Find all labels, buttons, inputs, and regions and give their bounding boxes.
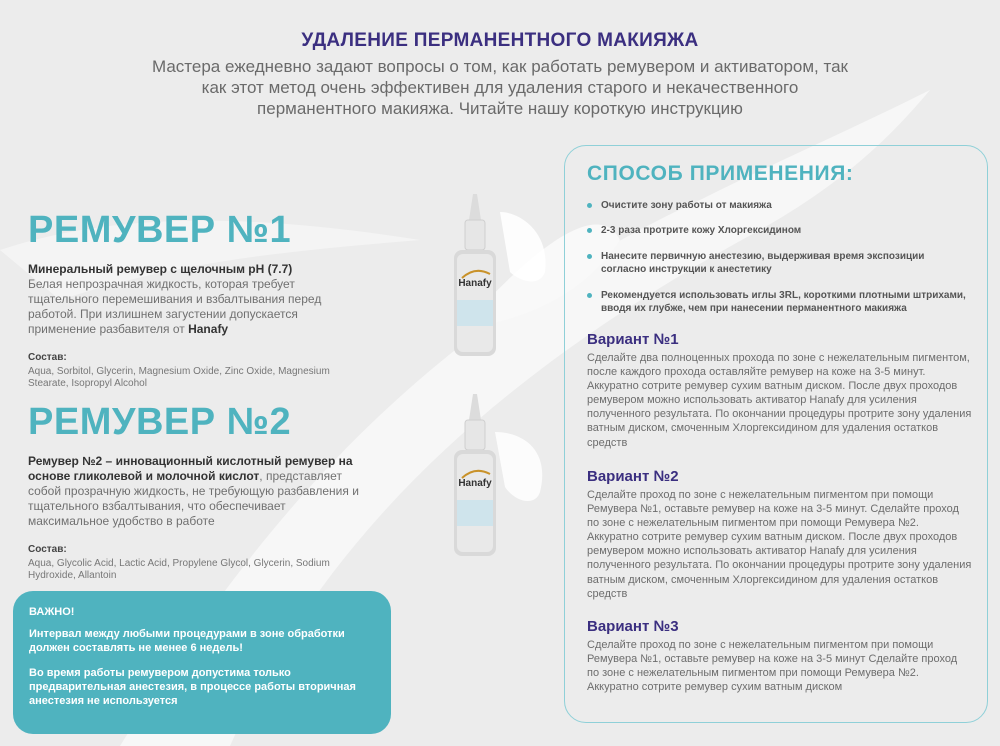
product-1-desc-brand: Hanafy	[188, 322, 229, 336]
product-2-desc-bold: Ремувер №2 – инновационный кислотный ремувер на основе гликолевой и молочной кислот	[28, 454, 353, 483]
product-2-composition: Aqua, Glycolic Acid, Lactic Acid, Propylene Glycol, Glycerin, Sodium Hydroxide, Allantoin	[28, 558, 330, 581]
method-step-text: Рекомендуется использовать иглы 3RL, короткими плотными штрихами, вводя их глубже, чем при нанесении перманентного макияжа	[601, 290, 966, 314]
product-2-title: РЕМУВЕР №2	[28, 401, 292, 443]
important-title: ВАЖНО!	[29, 606, 75, 618]
variant-1-title: Вариант №1	[587, 331, 679, 348]
variant-3-text: Сделайте проход по зоне с нежелательным пигментом при помощи Ремувера №1, оставьте ремувер на коже на 3-5 минут Сделайте проход по зоне с нежелательным пигментом при помощи Ремувера №2. Аккуратно сотрите ремувер сухим ватным диском	[587, 639, 958, 694]
variant-2	[587, 468, 972, 601]
product-2-composition-label: Состав:	[28, 544, 67, 555]
method-step	[585, 199, 967, 212]
product-2-desc-text: , представляет собой прозрачную жидкость, не требующую разбавления и тщательного взбалтывания, что обеспечивает максимальное удобство в работе	[28, 469, 359, 528]
bullet-dot-icon	[587, 203, 592, 208]
product-bottle-2-image	[440, 392, 560, 562]
method-title: СПОСОБ ПРИМЕНЕНИЯ:	[587, 162, 854, 185]
bullet-dot-icon	[587, 293, 592, 298]
product-1-composition: Aqua, Sorbitol, Glycerin, Magnesium Oxide, Zinc Oxide, Magnesium Stearate, Isopropyl Alcohol	[28, 366, 330, 389]
product-1-composition-label: Состав:	[28, 352, 67, 363]
variant-3	[587, 618, 972, 694]
method-step	[585, 250, 967, 276]
bottle-2-brand: Hanafy	[458, 478, 492, 489]
product-1-desc-bold: Минеральный ремувер с щелочным pH (7.7)	[28, 262, 293, 276]
important-paragraph-2: Во время работы ремувером допустима только предварительная анестезия, в процессе работы вторичная анестезия не используется	[29, 667, 356, 707]
product-1-title: РЕМУВЕР №1	[28, 209, 292, 251]
method-steps-list	[585, 199, 967, 315]
method-step-text: Нанесите первичную анестезию, выдерживая время экспозиции согласно инструкции к анестетику	[601, 251, 925, 275]
method-step-text: Очистите зону работы от макияжа	[601, 200, 772, 211]
product-remover-1	[28, 210, 368, 390]
bullet-dot-icon	[587, 228, 592, 233]
method-step-text: 2-3 раза протрите кожу Хлоргексидином	[601, 225, 802, 236]
variant-2-title: Вариант №2	[587, 468, 679, 485]
page-title: УДАЛЕНИЕ ПЕРМАНЕНТНОГО МАКИЯЖА	[301, 30, 699, 51]
page-header	[0, 30, 1000, 119]
product-2-description	[28, 454, 368, 529]
intro-text: Мастера ежедневно задают вопросы о том, как работать ремувером и активатором, так как этот метод очень эффективен для удаления старого и некачественного перманентного макияжа. Читайте нашу короткую инструкцию	[152, 57, 848, 118]
method-step	[585, 224, 967, 237]
method-step	[585, 289, 967, 315]
variant-1-text: Сделайте два полноценных прохода по зоне с нежелательным пигментом, после каждого прохода оставляйте ремувер на коже на 3-5 минут. Аккуратно сотрите ремувер сухим ватным диском. После двух проходов ремувером можно использовать активатор Hanafy для усиления полученного результата. По окончании процедуры протрите зону удаления ватным диском, смоченным Хлоргексидином для удаления остатков средств	[587, 352, 972, 449]
bottle-1-brand: Hanafy	[458, 278, 492, 289]
important-notice-box	[13, 591, 391, 734]
variant-3-title: Вариант №3	[587, 618, 679, 635]
product-1-description	[28, 262, 368, 337]
product-bottle-1-image	[440, 192, 560, 362]
variant-2-text: Сделайте проход по зоне с нежелательным пигментом при помощи Ремувера №1, оставьте ремувер на коже на 3-5 минут. Сделайте проход по зоне с нежелательным пигментом при помощи Ремувера №2. Аккуратно сотрите ремувер сухим ватным диском. После двух проходов ремувером можно использовать активатор Hanafy для усиления полученного результата. По окончании процедуры протрите зону удаления ватным диском, смоченным Хлоргексидином для удаления остатков средств	[587, 489, 972, 600]
bullet-dot-icon	[587, 254, 592, 259]
important-paragraph-1: Интервал между любыми процедурами в зоне обработки должен составлять не менее 6 недель!	[29, 628, 345, 654]
product-1-desc-text: Белая непрозрачная жидкость, которая требует тщательного перемешивания и взбалтывания перед работой. При излишнем загустении допускается применение разбавителя от	[28, 277, 322, 336]
product-remover-2	[28, 402, 368, 582]
variant-1	[587, 331, 972, 450]
application-method-panel	[564, 145, 988, 723]
